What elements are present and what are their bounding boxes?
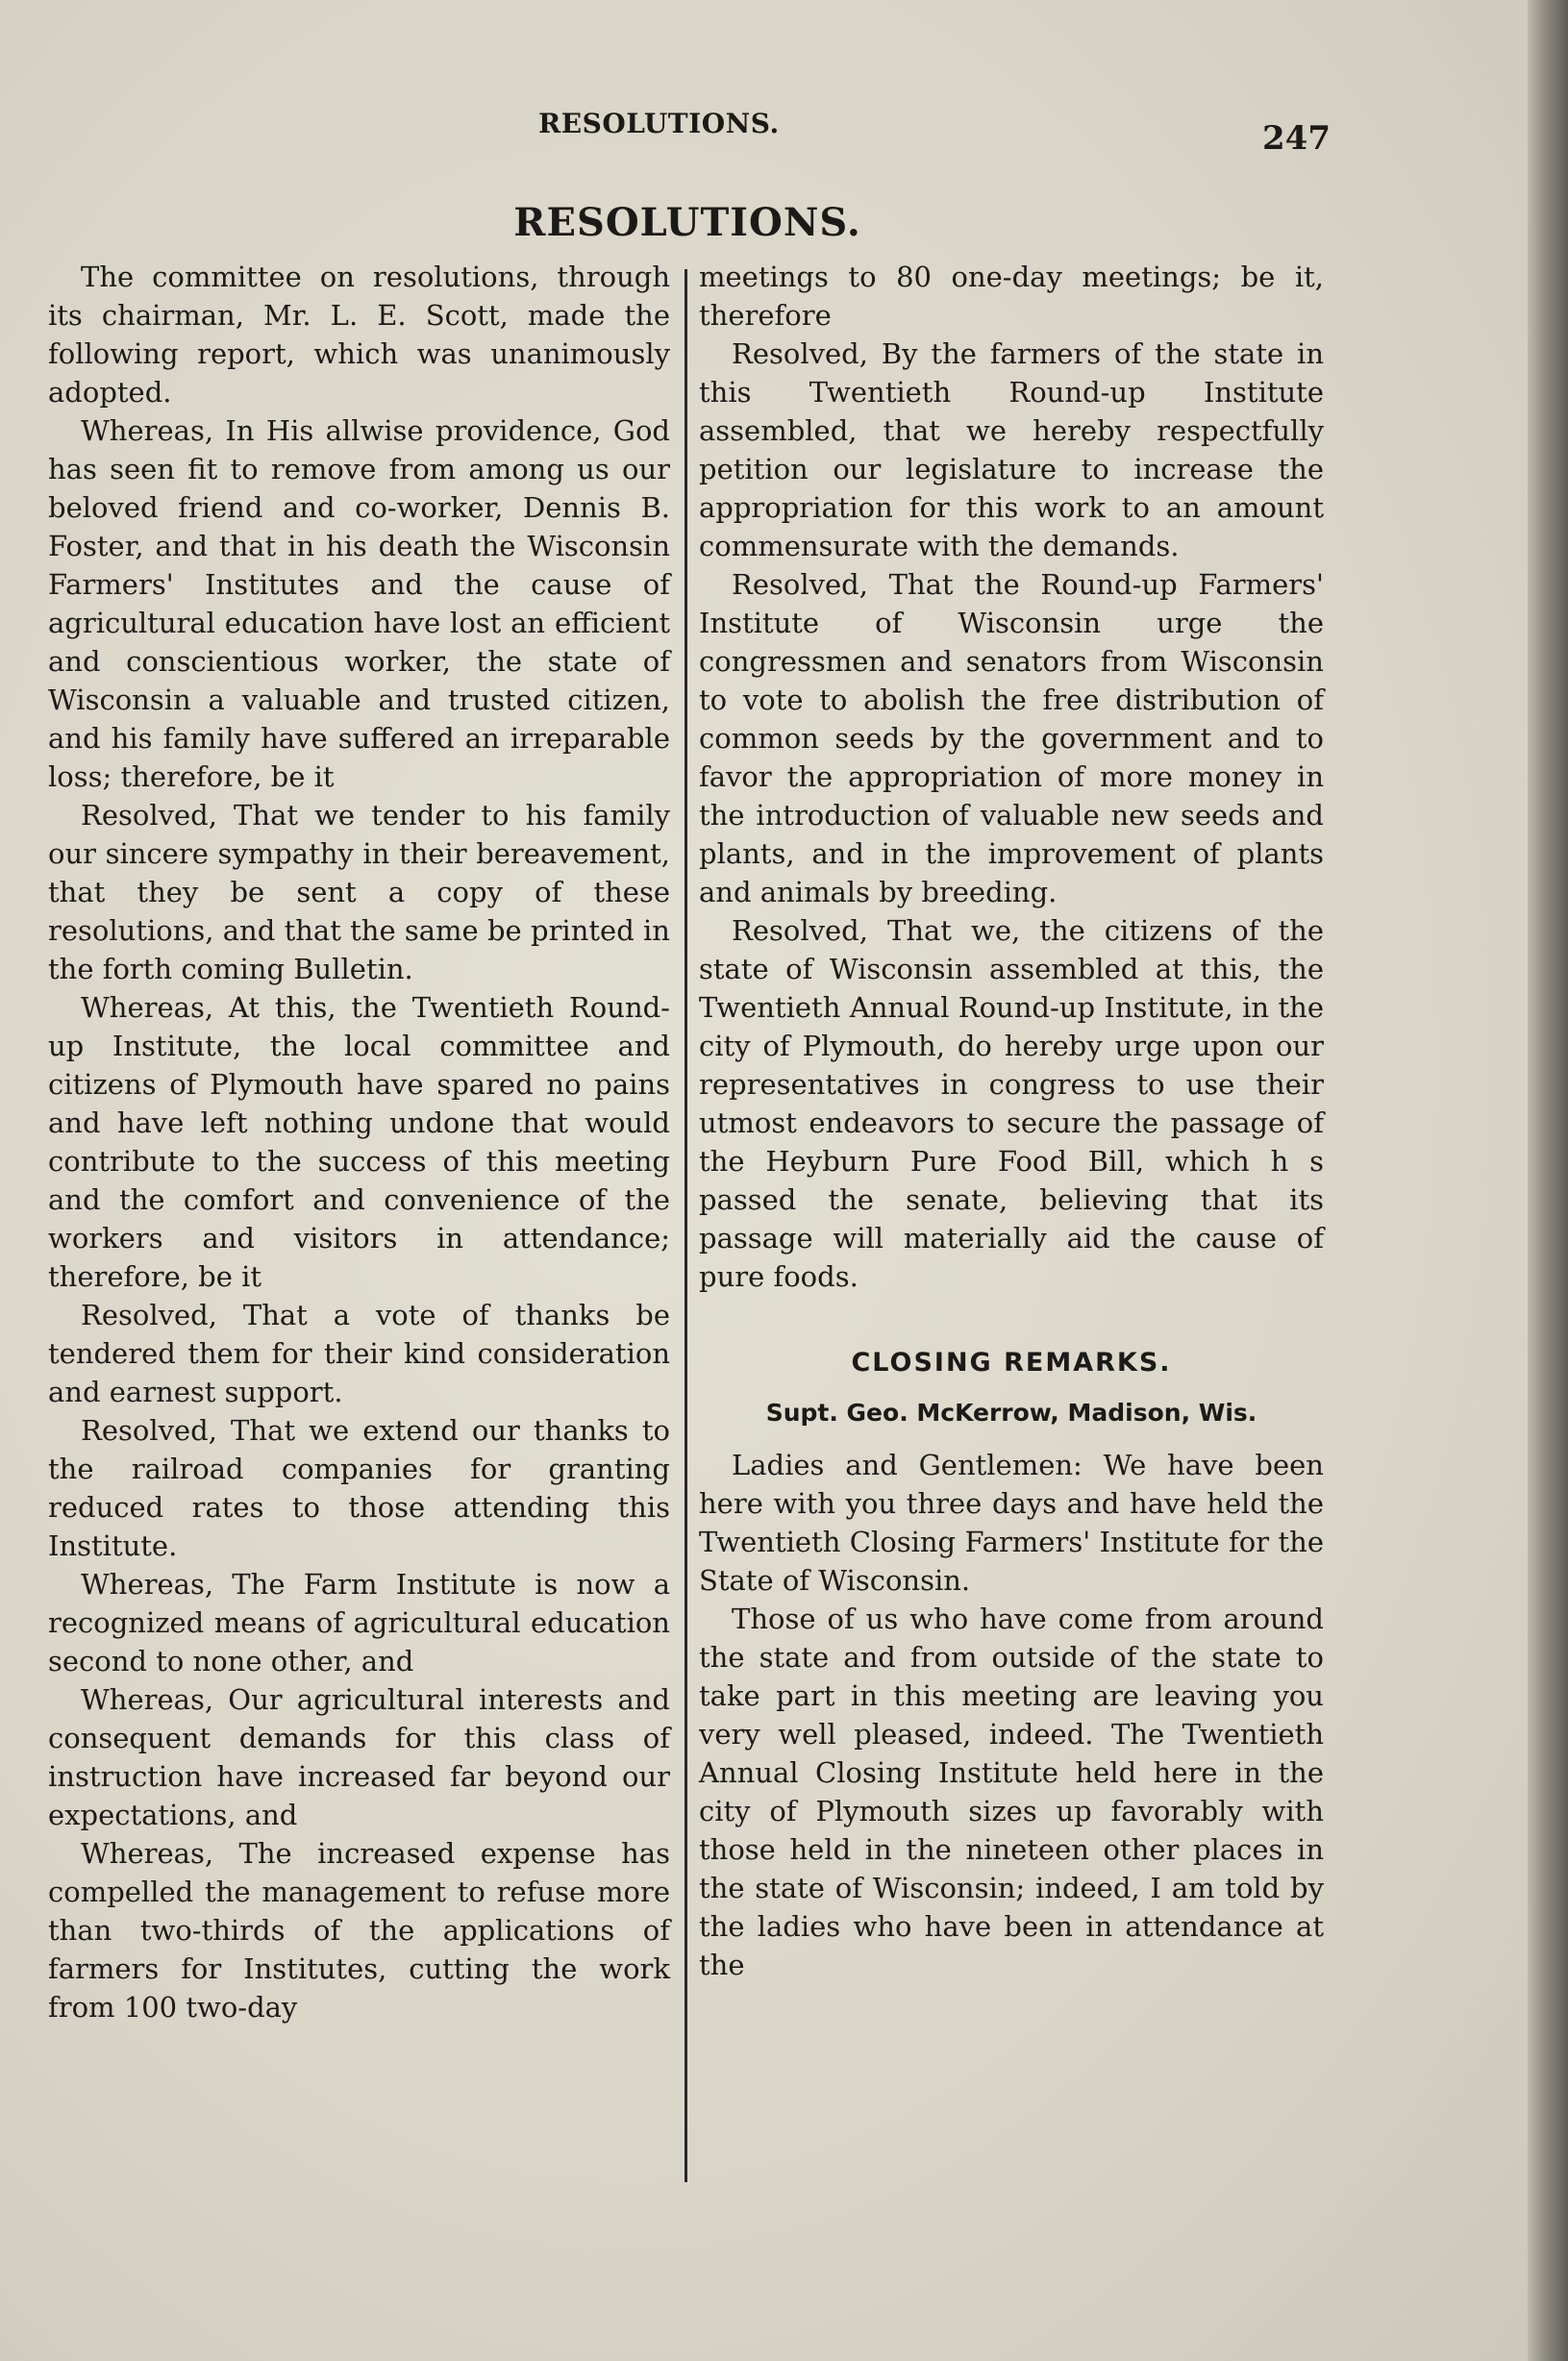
paragraph: Resolved, That we extend our thanks to the railroad companies for granting reduced rates to those attending this Institute. <box>48 1414 670 1562</box>
page-title: RESOLUTIONS. <box>513 200 861 245</box>
paragraph: Whereas, At this, the Twentieth Round-up Institute, the local committee and citizens of Plymouth have spared no pains and have left nothing undone that would contribute to the success of this meeting and the comfort and convenience of the workers and visitors in attendance; therefore, be it <box>48 991 670 1293</box>
paragraph: Resolved, That a vote of thanks be tendered them for their kind consideration and earnest support. <box>48 1299 670 1408</box>
right-column <box>699 258 1324 1984</box>
paragraph: Resolved, That we, the citizens of the state of Wisconsin assembled at this, the Twentieth Annual Round-up Institute, in the city of Plymouth, do hereby urge upon our representatives in congress to use their utmost endeavors to secure the passage of the Heyburn Pure Food Bill, which h s passed the senate, believing that its passage will materially aid the cause of pure foods. <box>699 914 1324 1293</box>
page-edge-shadow <box>1528 0 1568 2361</box>
paragraph: Whereas, The Farm Institute is now a recognized means of agricultural education second to none other, and <box>48 1568 670 1678</box>
paragraph: Whereas, The increased expense has compelled the management to refuse more than two-thirds of the applications of farmers for Institutes, cutting the work from 100 two-day <box>48 1837 670 2024</box>
continued-paragraph: meetings to 80 one-day meetings; be it, therefore <box>699 261 1324 332</box>
page-number: 247 <box>1262 119 1331 158</box>
column-divider <box>684 269 687 2182</box>
paragraph: Whereas, Our agricultural interests and consequent demands for this class of instruction have increased far beyond our expectations, and <box>48 1683 670 1831</box>
running-head: RESOLUTIONS. <box>538 108 780 139</box>
paragraph: Ladies and Gentlemen: We have been here with you three days and have held the Twentieth Closing Farmers' Institute for the State of Wisconsin. <box>699 1449 1324 1597</box>
paragraph: Resolved, By the farmers of the state in this Twentieth Round-up Institute assembled, that we hereby respectfully petition our legislature to increase the appropriation for this work to an amount commensurate with the demands. <box>699 337 1324 562</box>
paragraph: The committee on resolutions, through its chairman, Mr. L. E. Scott, made the following report, which was unanimously adopted. <box>48 261 670 409</box>
paragraph: Those of us who have come from around the state and from outside of the state to take part in this meeting are leaving you very well pleased, indeed. The Twentieth Annual Closing Institute held here in the city of Plymouth sizes up favorably with those held in the nineteen other places in the state of Wisconsin; indeed, I am told by the ladies who have been in attendance at the <box>699 1603 1324 1981</box>
speaker-byline: Supt. Geo. McKerrow, Madison, Wis. <box>765 1399 1257 1427</box>
paragraph: Resolved, That we tender to his family our sincere sympathy in their bereavement, that they be sent a copy of these resolutions, and that the same be printed in the forth coming Bulletin. <box>48 799 670 985</box>
section-heading: CLOSING REMARKS. <box>851 1348 1172 1378</box>
paragraph: Whereas, In His allwise providence, God has seen fit to remove from among us our beloved friend and co-worker, Dennis B. Foster, and that in his death the Wisconsin Farmers' Institutes and the cause of agricultural education have lost an efficient and conscientious worker, the state of Wisconsin a valuable and trusted citizen, and his family have suffered an irreparable loss; therefore, be it <box>48 414 670 793</box>
paragraph: Resolved, That the Round-up Farmers' Institute of Wisconsin urge the congressmen and senators from Wisconsin to vote to abolish the free distribution of common seeds by the government and to favor the appropriation of more money in the introduction of valuable new seeds and plants, and in the improvement of plants and animals by breeding. <box>699 568 1324 908</box>
left-column <box>48 258 670 2026</box>
